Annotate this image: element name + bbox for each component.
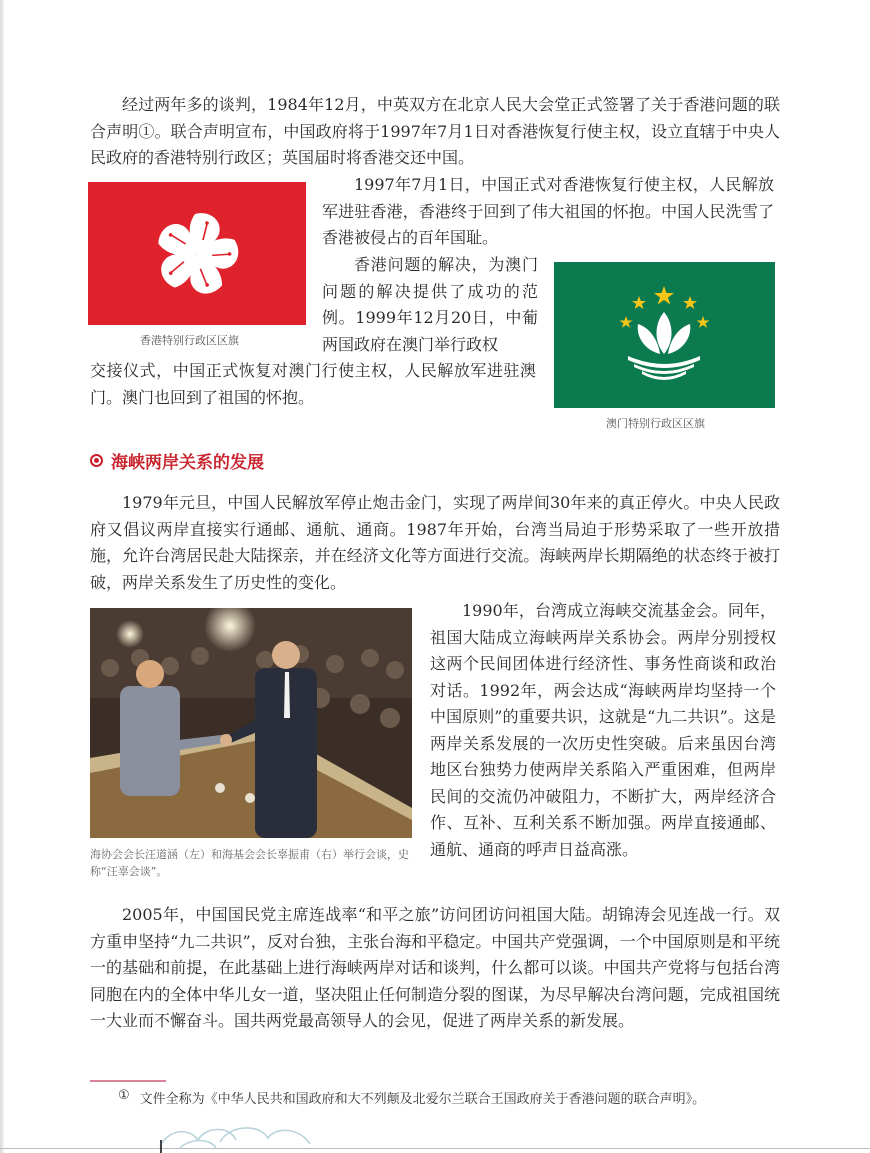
macau-flag <box>554 262 775 408</box>
section-title: 海峡两岸关系的发展 <box>111 453 264 473</box>
footnote-text: 文件全称为《中华人民共和国政府和大不列颠及北爱尔兰联合王国政府关于香港问题的联合声明》。 <box>139 1092 706 1107</box>
paragraph-ceasefire: 1979年元旦，中国人民解放军停止炮击金门，实现了两岸间30年来的真正停火。中央人民政府又倡议两岸直接实行通邮、通航、通商。1987年开始，台湾当局迫于形势采取了一些开放措施，允许台湾居民赴大陆探亲，并在经济文化等方面进行交流。海峡两岸长期隔绝的状态终于被打破，两岸关系发生了历史性的变化。 <box>90 493 780 592</box>
paragraph-cross-strait-orgs: 1990年，台湾成立海峡交流基金会。同年，祖国大陆成立海峡两岸关系协会。两岸分别授权这两个民间团体进行经济性、事务性商谈和政治对话。1992年，两会达成“海峡两岸均坚持一个中国原则”的重要共识，这就是“九二共识”。这是两岸关系发展的一次历史性突破。后来虽因台湾地区台独势力使两岸关系陷入严重困难，但两岸民间的交流仍冲破阻力，不断扩大，两岸经济合作、互补、互利关系不断加强。两岸直接通邮、通航、通商的呼声日益高涨。 <box>430 601 776 859</box>
paragraph-hk-negotiation: 经过两年多的谈判，1984年12月，中英双方在北京人民大会堂正式签署了关于香港问题的联合声明①。联合声明宣布，中国政府将于1997年7月1日对香港恢复行使主权，设立直辖于中央人民政府的香港特别行政区；英国届时将香港交还中国。 <box>90 95 780 167</box>
paragraph-macau-handover: 交接仪式，中国正式恢复对澳门行使主权，人民解放军进驻澳门。澳门也回到了祖国的怀抱。 <box>90 361 536 407</box>
photo-caption: 海协会会长汪道涵（左）和海基会会长辜振甫（右）举行会谈，史称“汪辜会谈”。 <box>90 848 409 878</box>
footnote <box>118 1088 798 1107</box>
bauhinia-emblem-icon <box>88 182 306 325</box>
paragraph-2005-visit: 2005年，中国国民党主席连战率“和平之旅”访问团访问祖国大陆。胡锦涛会见连战一行。双方重申坚持“九二共识”，反对台独，主张台海和平稳定。中国共产党强调，一个中国原则是和平统一的基础和前提，在此基础上进行海峡两岸对话和谈判，什么都可以谈。中国共产党将与包括台湾同胞在内的全体中华儿女一道，坚决阻止任何制造分裂的图谋，为尽早解决台湾问题，完成祖国统一大业而不懈奋斗。国共两党最高领导人的会见，促进了两岸关系的新发展。 <box>90 905 780 1030</box>
paragraph-macau-intro: 香港问题的解决，为澳门问题的解决提供了成功的范例。1999年12月20日，中葡两国政府在澳门举行政权 <box>322 255 538 354</box>
footnote-marker: ① <box>118 1088 130 1103</box>
paragraph-hk-handover: 1997年7月1日，中国正式对香港恢复行使主权，人民解放军进驻香港，香港终于回到了伟大祖国的怀抱。中国人民洗雪了香港被侵占的百年国耻。 <box>322 175 774 247</box>
page-bottom-rule <box>0 1148 870 1149</box>
section-heading <box>90 448 264 473</box>
page-edge <box>0 0 4 1153</box>
cloud-pattern-icon <box>150 1118 320 1150</box>
hong-kong-flag <box>88 182 306 325</box>
circle-bullet-icon <box>90 454 103 467</box>
wang-koo-talks-photo <box>90 608 412 838</box>
page-bottom-tick <box>160 1140 162 1153</box>
lotus-emblem-icon <box>554 262 775 408</box>
footnote-divider <box>90 1080 166 1082</box>
hk-flag-caption: 香港特别行政区区旗 <box>140 334 239 347</box>
macau-flag-caption: 澳门特别行政区区旗 <box>606 417 705 430</box>
